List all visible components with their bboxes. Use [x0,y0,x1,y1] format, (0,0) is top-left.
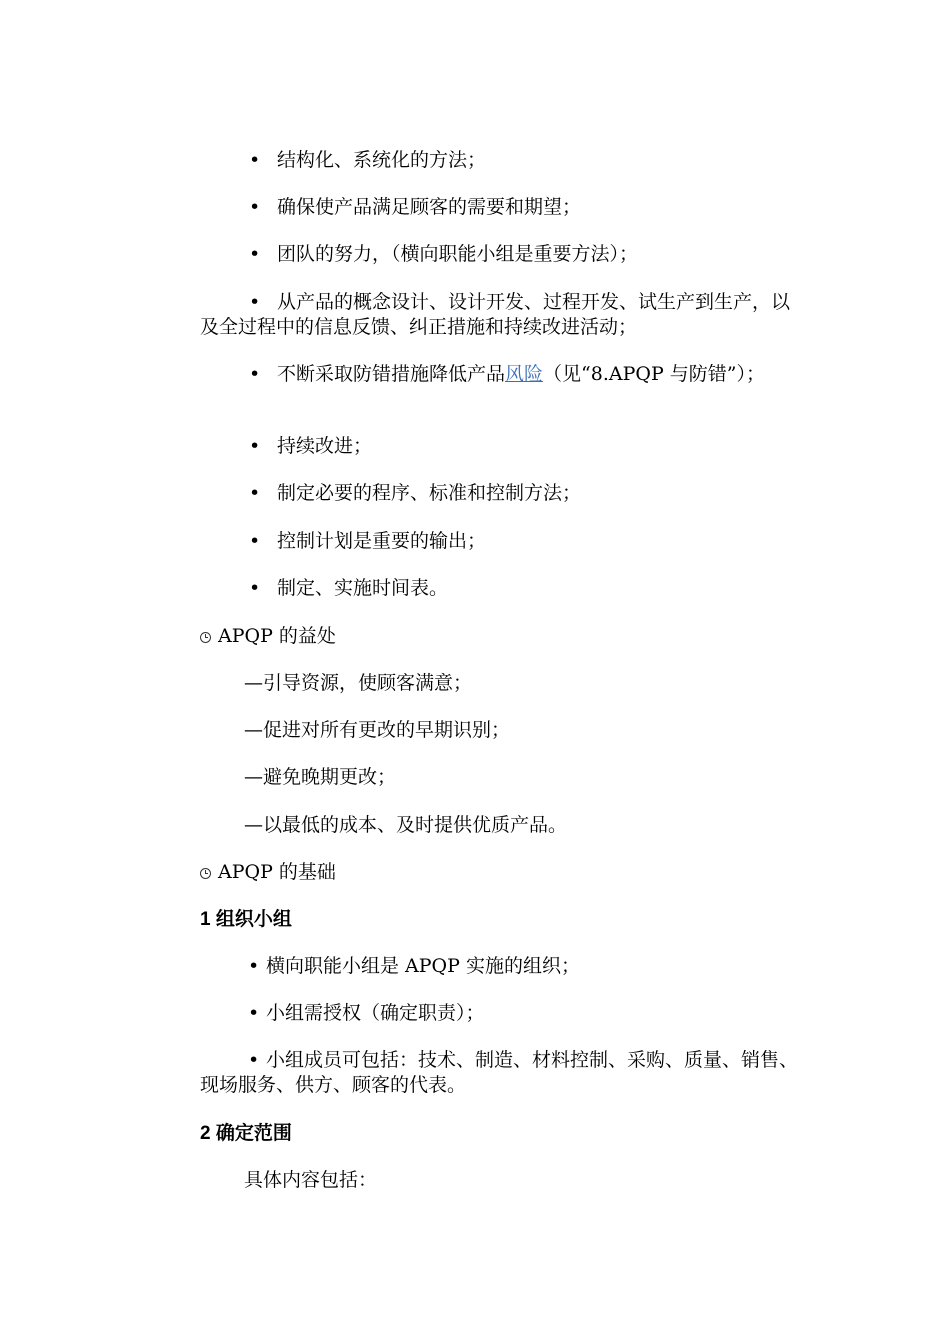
bullet-mark: • [249,530,261,552]
principle-text: 制定必要的程序、标准和控制方法； [277,482,582,504]
section1-heading: 1 组织小组 [200,909,292,930]
principle-text: 控制计划是重要的输出； [277,530,487,552]
principle-text: 持续改进； [277,435,373,457]
principle-item [200,434,800,459]
principle-text: 确保使产品满足顾客的需要和期望； [277,196,582,218]
principle-item [200,481,800,506]
benefit-item: —以最低的成本、及时提供优质产品。 [244,814,568,836]
clock-icon [200,868,211,879]
section1-item-text: 小组成员可包括：技术、制造、材料控制、采购、质量、销售、现场服务、供方、顾客的代表。 [200,1049,799,1096]
principle-item-risk [200,362,800,387]
foundation-title [200,860,800,885]
bullet-mark: • [249,363,261,385]
section1-item [200,954,800,979]
section2-heading: 2 确定范围 [200,1123,292,1144]
bullet-mark: • [248,1049,260,1071]
benefits-title [200,624,800,649]
principle-item [200,290,800,340]
bullet-mark: • [249,243,261,265]
bullet-mark: • [249,291,261,313]
risk-text-after: （见“8.APQP 与防错”）； [543,363,765,385]
bullet-mark: • [249,149,261,171]
risk-link[interactable]: 风险 [505,363,544,385]
principle-item [200,576,800,601]
principle-item [200,195,800,220]
bullet-mark: • [249,435,261,457]
clock-icon [200,632,211,643]
bullet-mark: • [249,482,261,504]
bullet-mark: • [249,196,261,218]
principle-item [200,148,800,173]
section1-item [200,1048,800,1098]
principle-text: 结构化、系统化的方法； [277,149,487,171]
benefit-item: —避免晚期更改； [244,766,397,788]
principle-text: 制定、实施时间表。 [277,577,449,599]
benefits-title-text: APQP 的益处 [218,625,336,647]
principle-text: 从产品的概念设计、设计开发、过程开发、试生产到生产，以及全过程中的信息反馈、纠正措施和持续改进活动； [200,291,791,338]
bullet-mark: • [249,577,261,599]
section2-intro: 具体内容包括： [244,1169,378,1191]
benefit-item: —促进对所有更改的早期识别； [244,719,511,741]
bullet-mark: • [248,955,260,977]
bullet-mark: • [248,1002,260,1024]
section1-item-text: 小组需授权（确定职责）； [266,1002,485,1024]
section1-item-text: 横向职能小组是 APQP 实施的组织； [266,955,580,977]
principle-item [200,242,800,267]
principle-item [200,529,800,554]
risk-text-before: 不断采取防错措施降低产品 [277,363,506,385]
benefit-item: —引导资源，使顾客满意； [244,672,473,694]
principle-text: 团队的努力，（横向职能小组是重要方法）； [277,243,639,265]
foundation-title-text: APQP 的基础 [218,861,336,883]
section1-item [200,1001,800,1026]
